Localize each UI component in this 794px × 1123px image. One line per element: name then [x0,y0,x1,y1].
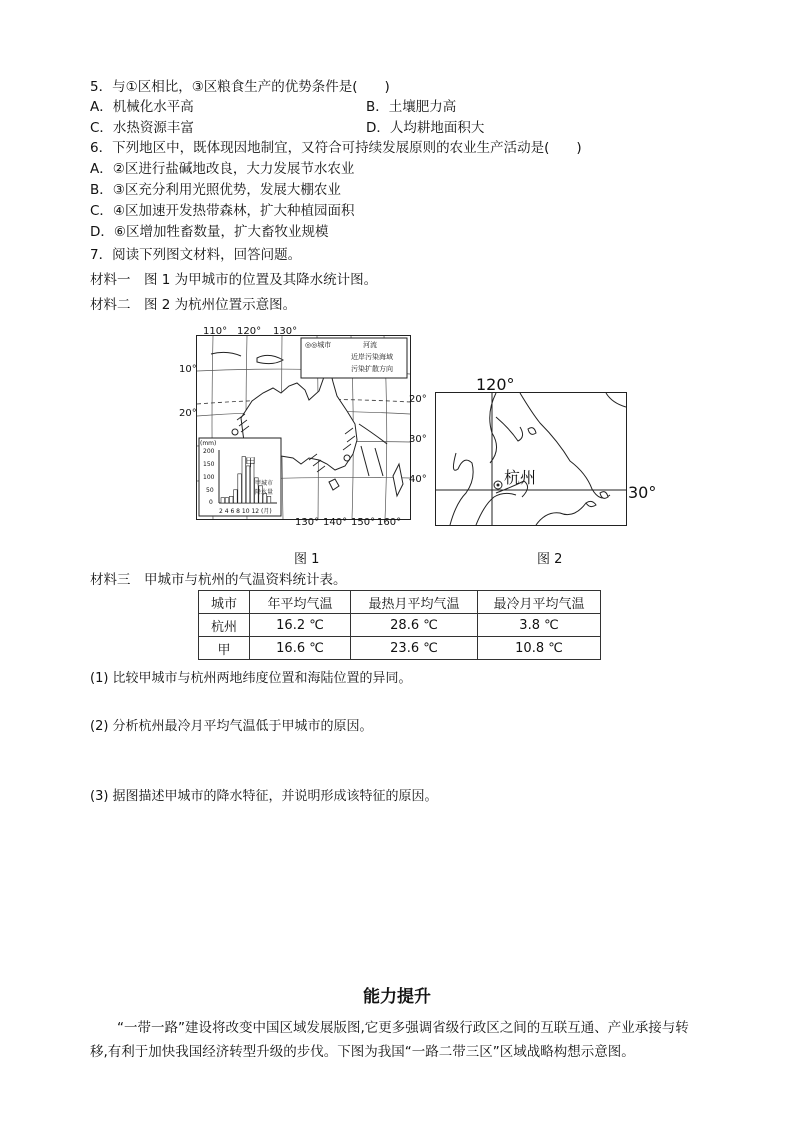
precip-bar-12 [267,496,271,503]
legend-city: ◎◎城市 [305,341,332,349]
legend-spread: 污染扩散方向 [351,365,393,373]
q6-option-b: B．③区充分利用光照优势，发展大棚农业 [90,182,341,198]
lon-130-top: 130° [273,326,298,337]
table-cell: 10.8 ℃ [478,637,601,660]
table-row [199,614,601,637]
figure-1-caption: 图 1 [294,552,320,567]
sub-question-2: (2) 分析杭州最冷月平均气温低于甲城市的原因。 [90,719,373,734]
lat-10: 10° [179,364,197,375]
table-header-row [199,591,601,614]
lat-20-right: 20° [409,394,427,405]
table-cell: 23.6 ℃ [351,637,478,660]
table-cell: 杭州 [199,614,250,637]
precip-bar-7 [246,466,250,503]
ytick-150: 150 [203,461,215,468]
q5-option-d: D．人均耕地面积大 [366,120,485,136]
xticks: 2 4 6 8 10 12 (月) [219,508,272,515]
precip-bar-5 [238,474,242,503]
ytick-0: 0 [209,499,213,506]
table-row [199,637,601,660]
lon-120: 120° [237,326,262,337]
section-paragraph: “一带一路”建设将改变中国区域发展版图,它更多强调省级行政区之间的互联互通、产业承接与转移,有利于加快我国经济转型升级的步伐。下图为我国“一路二带三区”区域战略构想示意图。 [90,1020,689,1060]
lat-20-left: 20° [179,408,197,419]
ytick-100: 100 [203,474,215,481]
table-cell: 甲 [199,637,250,660]
section-title: 能力提升 [363,987,431,1007]
city-jia-label: 甲 [245,456,256,469]
sub-question-3: (3) 据图描述甲城市的降水特征，并说明形成该特征的原因。 [90,789,438,804]
precip-bar-4 [234,490,238,503]
fig2-city-label: 杭州 [504,468,537,487]
table-cell: 28.6 ℃ [351,614,478,637]
temperature-table [198,590,601,660]
table-cell: 3.8 ℃ [478,614,601,637]
q6-stem: 6．下列地区中，既体现因地制宜，又符合可持续发展原则的农业生产活动是( ) [90,140,582,156]
figure-2-svg [436,393,626,525]
lon-130-bottom: 130° [295,517,320,528]
q7-stem: 7．阅读下列图文材料，回答问题。 [90,247,302,263]
lat-40: 40° [409,474,427,485]
precip-bar-2 [225,498,229,503]
material-3: 材料三 甲城市与杭州的气温资料统计表。 [90,572,347,588]
chart-title-2: 降水量 [255,489,274,496]
q5-option-a: A．机械化水平高 [90,99,194,115]
table-cell: 16.6 ℃ [250,637,351,660]
lon-140: 140° [323,517,348,528]
fig2-lat: 30° [628,483,657,502]
ytick-50: 50 [206,487,214,494]
table-header: 最热月平均气温 [351,591,478,614]
q5-stem: 5．与①区相比，③区粮食生产的优势条件是( ) [90,79,390,95]
sub-question-1: (1) 比较甲城市与杭州两地纬度位置和海陆位置的异同。 [90,671,412,686]
figure-2-map [435,375,657,526]
ytick-200: 200 [203,448,215,455]
q6-option-d: D．⑥区增加牲畜数量，扩大畜牧业规模 [90,224,329,240]
q5-option-b: B．土壤肥力高 [366,99,457,115]
table-cell: 16.2 ℃ [250,614,351,637]
q6-option-c: C．④区加速开发热带森林，扩大种植园面积 [90,203,355,219]
fig2-lon: 120° [476,375,515,394]
lon-150: 150° [351,517,376,528]
table-header: 最冷月平均气温 [478,591,601,614]
precip-bar-1 [221,498,225,503]
table-header: 城市 [199,591,250,614]
q5-option-c: C．水热资源丰富 [90,120,194,136]
chart-unit: (mm) [200,440,217,447]
figure-1-map [179,326,427,528]
lon-110: 110° [203,326,228,337]
lat-30: 30° [409,434,427,445]
legend-polluted: 近岸污染海域 [351,353,393,361]
chart-title-1: 甲城市 [255,480,274,487]
lon-160: 160° [377,517,402,528]
figure-2-caption: 图 2 [537,552,563,567]
material-1: 材料一 图 1 为甲城市的位置及其降水统计图。 [90,272,378,288]
q6-option-a: A．②区进行盐碱地改良，大力发展节水农业 [90,161,355,177]
precip-bar-3 [229,496,233,503]
table-header: 年平均气温 [250,591,351,614]
legend-river: 河流 [363,341,377,349]
material-2: 材料二 图 2 为杭州位置示意图。 [90,297,297,313]
